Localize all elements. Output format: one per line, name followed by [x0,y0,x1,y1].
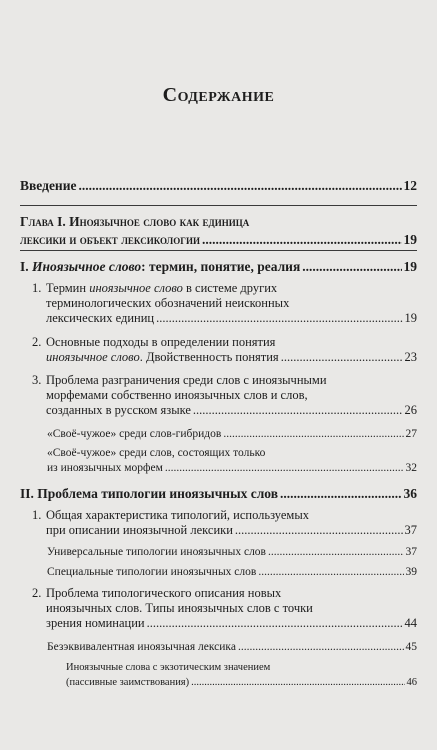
dot-leader [202,232,402,247]
page-number: 19 [403,232,417,247]
page-number: 37 [405,546,417,558]
toc-entry-label-cont: . Двойственность понятия [139,350,279,364]
divider [20,205,417,206]
toc-entry-label: Термин [46,281,90,295]
dot-leader [165,461,404,476]
item-number: 2. [32,586,42,600]
dot-leader [302,259,401,274]
toc-entry-label: «Своё-чужое» среди слов, состоящих только [47,447,266,459]
dot-leader [156,311,402,326]
page-number: 32 [405,462,417,474]
page-number: 23 [404,350,417,364]
toc-entry-label-cont: лексических единиц [46,311,155,325]
dot-leader [268,545,404,560]
toc-entry-label-cont: лексики и объект лексикологии [20,232,200,247]
toc-entry-label-italic: Иноязычное слово [32,259,142,274]
toc-entry-item-2-1[interactable] [32,508,417,538]
dot-leader [235,523,403,538]
page-number: 39 [405,566,417,578]
toc-entry-label-cont: при описании иноязычной лексики [46,523,233,537]
toc-entry-label: Проблема типологического описания новых [46,586,282,600]
toc-entry-label: Проблема разграничения среди слов с иноязычными [46,373,327,387]
toc-entry-item-1-1[interactable] [32,281,417,326]
toc-entry-label: : термин, понятие, реалия [141,259,301,274]
toc-entry-label: Общая характеристика типологий, используемых [46,508,309,522]
dot-leader [191,675,404,690]
toc-entry-label-cont: терминологических обозначений неисконных [46,296,290,310]
toc-entry-label-cont: (пассивные заимствования) [66,677,190,688]
toc-entry-sub-2-2-a[interactable] [47,640,417,655]
page-number: 27 [405,428,417,440]
toc-entry-label: Глава I. Иноязычное слово как единица [20,214,250,229]
toc-entry-label-cont: из иноязычных морфем [47,462,163,474]
toc-entry-section-1[interactable] [20,259,417,274]
toc-entry-sub-2-1-b[interactable] [47,565,417,580]
page-number: 36 [403,486,417,501]
item-number: 2. [32,335,42,349]
page-number: 12 [403,178,417,193]
toc-entry-label: Универсальные типологии иноязычных слов [47,546,266,558]
toc-entry-label-cont: зрения номинации [46,616,145,630]
toc-entry-label: «Своё-чужое» среди слов-гибридов [47,428,222,440]
page-number: 26 [404,403,417,417]
toc-entry-label-italic: иноязычное слово [46,350,140,364]
toc-entry-label: Безэквивалентная иноязычная лексика [47,641,236,653]
dot-leader [223,427,403,442]
toc-entry-item-1-3[interactable] [32,373,417,418]
dot-leader [280,486,401,501]
toc-entry-label: Введение [20,178,77,193]
toc-entry-sub-2-1-a[interactable] [47,545,417,560]
toc-entry-sub-2-2-a-1[interactable] [66,660,417,690]
page-number: 37 [404,523,417,537]
toc-entry-label-italic: иноязычное слово [89,281,183,295]
page-number: 46 [406,677,417,688]
divider [20,250,417,251]
toc-entry-label: Иноязычные слова с экзотическим значением [66,662,271,673]
toc-entry-label-cont: иноязычных слов. Типы иноязычных слов с точки [46,601,313,615]
dot-leader [281,350,403,365]
toc-entry-chapter-1[interactable] [20,214,417,247]
dot-leader [238,640,404,655]
toc-entry-label-cont: морфемами собственно иноязычных слов и слов, [46,388,308,402]
dot-leader [193,403,403,418]
toc-entry-label: Специальные типологии иноязычных слов [47,566,257,578]
toc-entry-label: Основные подходы в определении понятия [46,335,276,349]
item-number: 1. [32,508,42,522]
dot-leader [78,178,401,193]
toc-entry-label: II. Проблема типологии иноязычных слов [20,486,279,501]
section-number: I. [20,259,29,274]
toc-entry-item-1-2[interactable] [32,335,417,365]
page-number: 19 [403,259,417,274]
dot-leader [147,616,403,631]
toc-entry-sub-1-3-b[interactable] [47,446,417,476]
toc-entry-intro[interactable] [20,178,417,193]
page-number: 19 [404,311,417,325]
toc-entry-sub-1-3-a[interactable] [47,427,417,442]
item-number: 1. [32,281,42,295]
toc-entry-label: в системе других [182,281,278,295]
page-number: 44 [404,616,417,630]
item-number: 3. [32,373,42,387]
toc-entry-item-2-2[interactable] [32,586,417,631]
page-title: Содержание [162,84,275,106]
page-number: 45 [405,641,417,653]
toc-entry-label-cont: созданных в русском языке [46,403,191,417]
toc-entry-section-2[interactable] [20,486,417,501]
dot-leader [258,565,403,580]
